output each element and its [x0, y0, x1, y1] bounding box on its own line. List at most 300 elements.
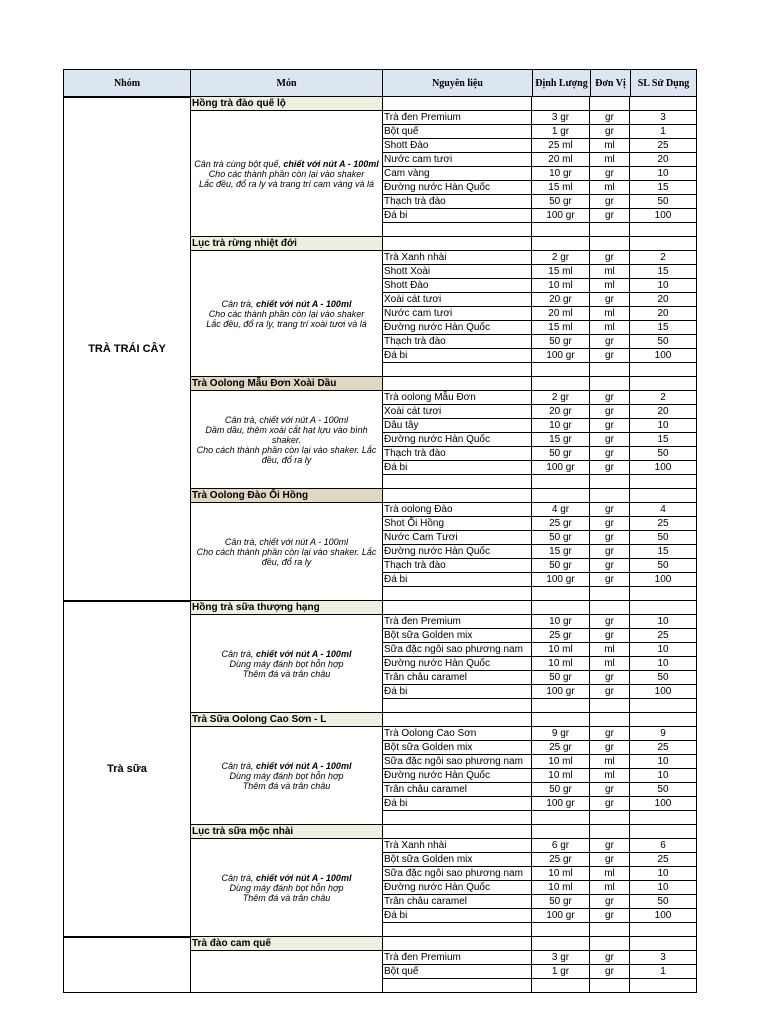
ingredient-amount: 6 gr	[532, 839, 590, 853]
empty-cell	[532, 937, 590, 951]
empty-cell	[590, 97, 630, 111]
group-name	[63, 937, 191, 993]
empty-cell	[630, 923, 697, 937]
ingredient-unit: gr	[590, 391, 630, 405]
empty-cell	[382, 489, 532, 503]
instruction-text: Cho các thành phần còn lại vào shaker	[208, 168, 365, 179]
header-mon: Món	[190, 69, 383, 97]
empty-cell	[630, 601, 697, 615]
empty-cell	[630, 223, 697, 237]
empty-cell	[382, 223, 532, 237]
empty-cell	[532, 587, 590, 601]
ingredient-amount: 10 ml	[532, 881, 590, 895]
ingredient-usage: 100	[630, 797, 697, 811]
ingredient-unit: gr	[590, 965, 630, 979]
ingredient-amount: 100 gr	[532, 209, 590, 223]
ingredient-unit: gr	[590, 741, 630, 755]
empty-cell	[630, 825, 697, 839]
empty-cell	[382, 713, 532, 727]
ingredient-usage: 25	[630, 517, 697, 531]
ingredient-usage: 100	[630, 909, 697, 923]
empty-cell	[532, 223, 590, 237]
ingredient-usage: 10	[630, 167, 697, 181]
ingredient-usage: 15	[630, 321, 697, 335]
ingredient-unit: ml	[590, 643, 630, 657]
ingredient-usage: 10	[630, 769, 697, 783]
ingredient-amount: 50 gr	[532, 671, 590, 685]
ingredient-unit: gr	[590, 839, 630, 853]
empty-cell	[630, 237, 697, 251]
ingredient-amount: 20 gr	[532, 293, 590, 307]
empty-cell	[532, 363, 590, 377]
ingredient-name: Đường nước Hàn Quốc	[382, 321, 532, 335]
ingredient-usage: 50	[630, 531, 697, 545]
ingredient-unit: ml	[590, 657, 630, 671]
empty-cell	[382, 97, 532, 111]
ingredient-amount: 50 gr	[532, 335, 590, 349]
header-dinh-luong: Định Lượng	[532, 69, 591, 97]
ingredient-amount: 25 ml	[532, 139, 590, 153]
empty-cell	[382, 825, 532, 839]
ingredient-usage: 25	[630, 853, 697, 867]
ingredient-amount: 10 ml	[532, 867, 590, 881]
empty-cell	[532, 377, 590, 391]
instruction-text: Cho cách thành phần còn lại vào shaker. Lắc đều, đổ ra ly	[196, 444, 377, 465]
ingredient-name: Shott Đào	[382, 279, 532, 293]
ingredient-name: Đá bi	[382, 685, 532, 699]
instruction-emphasis: chiết với nút A - 100ml	[283, 158, 379, 169]
ingredient-amount: 50 gr	[532, 895, 590, 909]
empty-cell	[630, 713, 697, 727]
ingredient-usage: 4	[630, 503, 697, 517]
ingredient-unit: ml	[590, 279, 630, 293]
ingredient-usage: 100	[630, 209, 697, 223]
ingredient-unit: ml	[590, 321, 630, 335]
instruction-line	[193, 319, 380, 329]
ingredient-name: Nước cam tươi	[382, 307, 532, 321]
ingredient-amount: 15 gr	[532, 545, 590, 559]
recipe-title: Lục trà sữa mộc nhài	[190, 825, 382, 839]
ingredient-name: Đá bi	[382, 461, 532, 475]
ingredient-name: Đường nước Hàn Quốc	[382, 545, 532, 559]
ingredient-amount: 25 gr	[532, 741, 590, 755]
ingredient-name: Thạch trà đào	[382, 447, 532, 461]
empty-cell	[382, 601, 532, 615]
ingredient-unit: gr	[590, 797, 630, 811]
ingredient-usage: 100	[630, 685, 697, 699]
empty-cell	[382, 699, 532, 713]
ingredient-unit: gr	[590, 573, 630, 587]
instruction-text: Lắc đều, đổ ra ly và trang trí cam vàng và lá	[198, 178, 375, 189]
instruction-text: Cân trà, chiết với nút A - 100ml	[224, 414, 349, 425]
ingredient-amount: 2 gr	[532, 251, 590, 265]
ingredient-amount: 50 gr	[532, 783, 590, 797]
ingredient-name: Đá bi	[382, 349, 532, 363]
instruction-line	[193, 537, 380, 547]
ingredient-name: Nước cam tươi	[382, 153, 532, 167]
ingredient-name: Dâu tây	[382, 419, 532, 433]
ingredient-unit: ml	[590, 181, 630, 195]
empty-cell	[630, 811, 697, 825]
ingredient-unit: gr	[590, 545, 630, 559]
ingredient-unit: gr	[590, 909, 630, 923]
ingredient-amount: 100 gr	[532, 685, 590, 699]
ingredient-name: Cam vàng	[382, 167, 532, 181]
group-name: Trà sữa	[63, 601, 191, 937]
ingredient-amount: 50 gr	[532, 531, 590, 545]
ingredient-amount: 10 gr	[532, 615, 590, 629]
ingredient-usage: 25	[630, 629, 697, 643]
ingredient-amount: 100 gr	[532, 461, 590, 475]
empty-cell	[630, 937, 697, 951]
instruction-line	[193, 873, 380, 883]
ingredient-amount: 9 gr	[532, 727, 590, 741]
instruction-emphasis: chiết với nút A - 100ml	[256, 298, 352, 309]
empty-cell	[532, 601, 590, 615]
empty-cell	[382, 937, 532, 951]
ingredient-unit: gr	[590, 615, 630, 629]
ingredient-amount: 25 gr	[532, 517, 590, 531]
ingredient-usage: 20	[630, 153, 697, 167]
ingredient-name: Trà đen Premium	[382, 951, 532, 965]
ingredient-amount: 50 gr	[532, 559, 590, 573]
ingredient-unit: gr	[590, 111, 630, 125]
ingredient-name: Bột quế	[382, 965, 532, 979]
instruction-text: Cân trà cùng bột quế,	[194, 158, 284, 169]
ingredient-name: Trà đen Premium	[382, 615, 532, 629]
ingredient-amount: 3 gr	[532, 111, 590, 125]
ingredient-name: Bột sữa Golden mix	[382, 741, 532, 755]
empty-cell	[590, 937, 630, 951]
ingredient-unit: gr	[590, 335, 630, 349]
ingredient-usage: 10	[630, 881, 697, 895]
empty-cell	[382, 811, 532, 825]
ingredient-usage: 15	[630, 181, 697, 195]
instruction-text: Dùng máy đánh bọt hỗn hợp	[229, 770, 344, 781]
recipe-title: Trà đào cam quế	[190, 937, 382, 951]
instruction-text: Dùng máy đánh bọt hỗn hợp	[229, 658, 344, 669]
empty-cell	[382, 587, 532, 601]
ingredient-name: Đường nước Hàn Quốc	[382, 769, 532, 783]
empty-cell	[630, 489, 697, 503]
ingredient-unit: gr	[590, 853, 630, 867]
ingredient-name: Đường nước Hàn Quốc	[382, 881, 532, 895]
ingredient-amount: 10 ml	[532, 279, 590, 293]
ingredient-usage: 50	[630, 335, 697, 349]
ingredient-unit: gr	[590, 405, 630, 419]
recipe-instructions	[190, 727, 382, 825]
ingredient-unit: gr	[590, 461, 630, 475]
ingredient-usage: 10	[630, 643, 697, 657]
ingredient-unit: ml	[590, 139, 630, 153]
ingredient-usage: 2	[630, 391, 697, 405]
ingredient-unit: gr	[590, 447, 630, 461]
empty-cell	[382, 979, 532, 993]
empty-cell	[590, 699, 630, 713]
ingredient-unit: ml	[590, 769, 630, 783]
ingredient-amount: 15 gr	[532, 433, 590, 447]
ingredient-unit: gr	[590, 209, 630, 223]
instruction-line	[193, 415, 380, 425]
ingredient-amount: 100 gr	[532, 909, 590, 923]
empty-cell	[382, 377, 532, 391]
ingredient-unit: ml	[590, 881, 630, 895]
ingredient-usage: 6	[630, 839, 697, 853]
recipe-title: Trà Sữa Oolong Cao Sơn - L	[190, 713, 382, 727]
ingredient-name: Nước Cam Tươi	[382, 531, 532, 545]
ingredient-usage: 15	[630, 265, 697, 279]
group-name: TRÀ TRÁI CÂY	[63, 97, 191, 601]
ingredient-unit: gr	[590, 433, 630, 447]
instruction-line	[193, 659, 380, 669]
ingredient-name: Shott Đào	[382, 139, 532, 153]
ingredient-name: Sữa đặc ngôi sao phương nam	[382, 867, 532, 881]
ingredient-unit: gr	[590, 951, 630, 965]
empty-cell	[382, 237, 532, 251]
recipe-instructions	[190, 391, 382, 489]
ingredient-usage: 3	[630, 111, 697, 125]
ingredient-amount: 10 gr	[532, 167, 590, 181]
ingredient-amount: 10 ml	[532, 769, 590, 783]
recipe-title: Hồng trà đào quế lộ	[190, 97, 382, 111]
ingredient-amount: 20 ml	[532, 153, 590, 167]
instruction-text: Cân trà,	[221, 760, 257, 771]
empty-cell	[630, 699, 697, 713]
empty-cell	[532, 475, 590, 489]
ingredient-name: Bột sữa Golden mix	[382, 629, 532, 643]
ingredient-unit: gr	[590, 125, 630, 139]
instruction-line	[193, 649, 380, 659]
ingredient-usage: 100	[630, 461, 697, 475]
ingredient-name: Bột quế	[382, 125, 532, 139]
ingredient-amount: 3 gr	[532, 951, 590, 965]
ingredient-amount: 15 ml	[532, 181, 590, 195]
ingredient-unit: gr	[590, 195, 630, 209]
instruction-text: Thêm đá và trân châu	[242, 668, 331, 679]
ingredient-name: Trà đen Premium	[382, 111, 532, 125]
ingredient-name: Shot Ổi Hồng	[382, 517, 532, 531]
instruction-text: Cân trà,	[221, 648, 257, 659]
recipe-instructions	[190, 251, 382, 377]
instruction-line	[193, 761, 380, 771]
instruction-line	[193, 669, 380, 679]
ingredient-name: Đá bi	[382, 909, 532, 923]
empty-cell	[532, 699, 590, 713]
empty-cell	[532, 237, 590, 251]
ingredient-unit: gr	[590, 251, 630, 265]
ingredient-usage: 10	[630, 615, 697, 629]
ingredient-amount: 10 ml	[532, 657, 590, 671]
instruction-text: Cho các thành phần còn lại vào shaker	[208, 308, 365, 319]
ingredient-amount: 20 ml	[532, 307, 590, 321]
recipe-instructions	[190, 951, 382, 993]
ingredient-name: Đường nước Hàn Quốc	[382, 657, 532, 671]
ingredient-unit: ml	[590, 153, 630, 167]
instruction-emphasis: chiết với nút A - 100ml	[256, 648, 352, 659]
empty-cell	[590, 223, 630, 237]
header-nhom: Nhóm	[63, 69, 191, 97]
ingredient-name: Đường nước Hàn Quốc	[382, 433, 532, 447]
ingredient-usage: 50	[630, 447, 697, 461]
ingredient-name: Đá bi	[382, 797, 532, 811]
ingredient-name: Trà Oolong Cao Sơn	[382, 727, 532, 741]
empty-cell	[532, 713, 590, 727]
ingredient-usage: 100	[630, 349, 697, 363]
header-sl: SL Sử Dụng	[630, 69, 697, 97]
ingredient-unit: gr	[590, 167, 630, 181]
ingredient-amount: 15 ml	[532, 321, 590, 335]
recipe-instructions	[190, 111, 382, 237]
instruction-line	[193, 883, 380, 893]
header-don-vi: Đơn Vị	[590, 69, 631, 97]
ingredient-usage: 100	[630, 573, 697, 587]
ingredient-name: Sữa đặc ngôi sao phương nam	[382, 643, 532, 657]
recipe-instructions	[190, 503, 382, 601]
ingredient-amount: 100 gr	[532, 349, 590, 363]
ingredient-usage: 50	[630, 559, 697, 573]
ingredient-name: Xoài cát tươi	[382, 405, 532, 419]
ingredient-name: Sữa đặc ngôi sao phương nam	[382, 755, 532, 769]
empty-cell	[382, 363, 532, 377]
recipe-instructions	[190, 839, 382, 937]
ingredient-usage: 50	[630, 783, 697, 797]
ingredient-name: Xoài cát tươi	[382, 293, 532, 307]
empty-cell	[590, 825, 630, 839]
ingredient-unit: gr	[590, 727, 630, 741]
ingredient-usage: 9	[630, 727, 697, 741]
ingredient-usage: 1	[630, 125, 697, 139]
ingredient-unit: ml	[590, 867, 630, 881]
ingredient-usage: 1	[630, 965, 697, 979]
instruction-text: Dầm dầu, thêm xoài cắt hạt lựu vào bình shaker.	[205, 424, 368, 445]
instruction-line	[193, 445, 380, 465]
empty-cell	[590, 811, 630, 825]
empty-cell	[590, 363, 630, 377]
empty-cell	[630, 475, 697, 489]
instruction-line	[193, 299, 380, 309]
ingredient-usage: 50	[630, 195, 697, 209]
ingredient-unit: gr	[590, 895, 630, 909]
empty-cell	[590, 489, 630, 503]
ingredient-unit: gr	[590, 419, 630, 433]
ingredient-amount: 10 ml	[532, 755, 590, 769]
ingredient-amount: 10 ml	[532, 643, 590, 657]
recipe-sheet	[63, 69, 697, 977]
ingredient-usage: 50	[630, 895, 697, 909]
ingredient-usage: 10	[630, 419, 697, 433]
ingredient-amount: 2 gr	[532, 391, 590, 405]
ingredient-unit: gr	[590, 293, 630, 307]
ingredient-usage: 15	[630, 433, 697, 447]
empty-cell	[590, 923, 630, 937]
empty-cell	[532, 923, 590, 937]
instruction-emphasis: chiết với nút A - 100ml	[256, 760, 352, 771]
ingredient-unit: gr	[590, 629, 630, 643]
ingredient-amount: 20 gr	[532, 405, 590, 419]
empty-cell	[590, 475, 630, 489]
ingredient-unit: gr	[590, 783, 630, 797]
ingredient-name: Trân châu caramel	[382, 783, 532, 797]
ingredient-unit: ml	[590, 265, 630, 279]
ingredient-name: Đá bi	[382, 573, 532, 587]
ingredient-unit: ml	[590, 755, 630, 769]
empty-cell	[590, 237, 630, 251]
ingredient-name: Thạch trà đào	[382, 335, 532, 349]
ingredient-usage: 10	[630, 657, 697, 671]
ingredient-amount: 1 gr	[532, 125, 590, 139]
instruction-line	[193, 169, 380, 179]
ingredient-amount: 50 gr	[532, 447, 590, 461]
ingredient-unit: gr	[590, 517, 630, 531]
ingredient-name: Trà oolong Mẫu Đơn	[382, 391, 532, 405]
instruction-text: Thêm đá và trân châu	[242, 780, 331, 791]
ingredient-usage: 20	[630, 405, 697, 419]
empty-cell	[532, 97, 590, 111]
empty-cell	[590, 601, 630, 615]
instruction-line	[193, 781, 380, 791]
ingredient-name: Đường nước Hàn Quốc	[382, 181, 532, 195]
header-nguyen-lieu: Nguyên liệu	[382, 69, 533, 97]
recipe-title: Hồng trà sữa thượng hạng	[190, 601, 382, 615]
ingredient-unit: gr	[590, 559, 630, 573]
instruction-text: Cân trà,	[221, 298, 257, 309]
instruction-text: Cân trà, chiết với nút A - 100ml	[224, 536, 349, 547]
recipe-instructions	[190, 615, 382, 713]
ingredient-usage: 20	[630, 307, 697, 321]
ingredient-amount: 100 gr	[532, 797, 590, 811]
ingredient-name: Thạch trà đào	[382, 559, 532, 573]
ingredient-name: Thạch trà đào	[382, 195, 532, 209]
ingredient-unit: gr	[590, 671, 630, 685]
ingredient-amount: 25 gr	[532, 853, 590, 867]
instruction-text: Lắc đều, đổ ra ly, trang trí xoài tươi và lá	[206, 318, 367, 329]
ingredient-usage: 3	[630, 951, 697, 965]
ingredient-unit: gr	[590, 503, 630, 517]
instruction-line	[193, 159, 380, 169]
ingredient-amount: 100 gr	[532, 573, 590, 587]
ingredient-name: Trà Xanh nhài	[382, 839, 532, 853]
instruction-line	[193, 771, 380, 781]
empty-cell	[590, 713, 630, 727]
ingredient-usage: 15	[630, 545, 697, 559]
ingredient-usage: 10	[630, 279, 697, 293]
ingredient-name: Đá bi	[382, 209, 532, 223]
empty-cell	[630, 587, 697, 601]
empty-cell	[590, 377, 630, 391]
ingredient-unit: gr	[590, 685, 630, 699]
instruction-line	[193, 309, 380, 319]
recipe-title: Trà Oolong Đào Ổi Hồng	[190, 489, 382, 503]
instruction-text: Cho cách thành phần còn lại vào shaker. Lắc đều, đổ ra ly	[196, 546, 377, 567]
ingredient-usage: 20	[630, 293, 697, 307]
empty-cell	[532, 489, 590, 503]
ingredient-name: Trà oolong Đào	[382, 503, 532, 517]
instruction-line	[193, 547, 380, 567]
instruction-line	[193, 893, 380, 903]
ingredient-name: Bột sữa Golden mix	[382, 853, 532, 867]
empty-cell	[382, 923, 532, 937]
ingredient-usage: 25	[630, 741, 697, 755]
empty-cell	[532, 825, 590, 839]
ingredient-name: Trân châu caramel	[382, 671, 532, 685]
ingredient-usage: 50	[630, 671, 697, 685]
instruction-emphasis: chiết với nút A - 100ml	[256, 872, 352, 883]
empty-cell	[630, 377, 697, 391]
ingredient-unit: ml	[590, 307, 630, 321]
ingredient-usage: 10	[630, 755, 697, 769]
recipe-title: Lục trà rừng nhiệt đới	[190, 237, 382, 251]
instruction-text: Cân trà,	[221, 872, 257, 883]
